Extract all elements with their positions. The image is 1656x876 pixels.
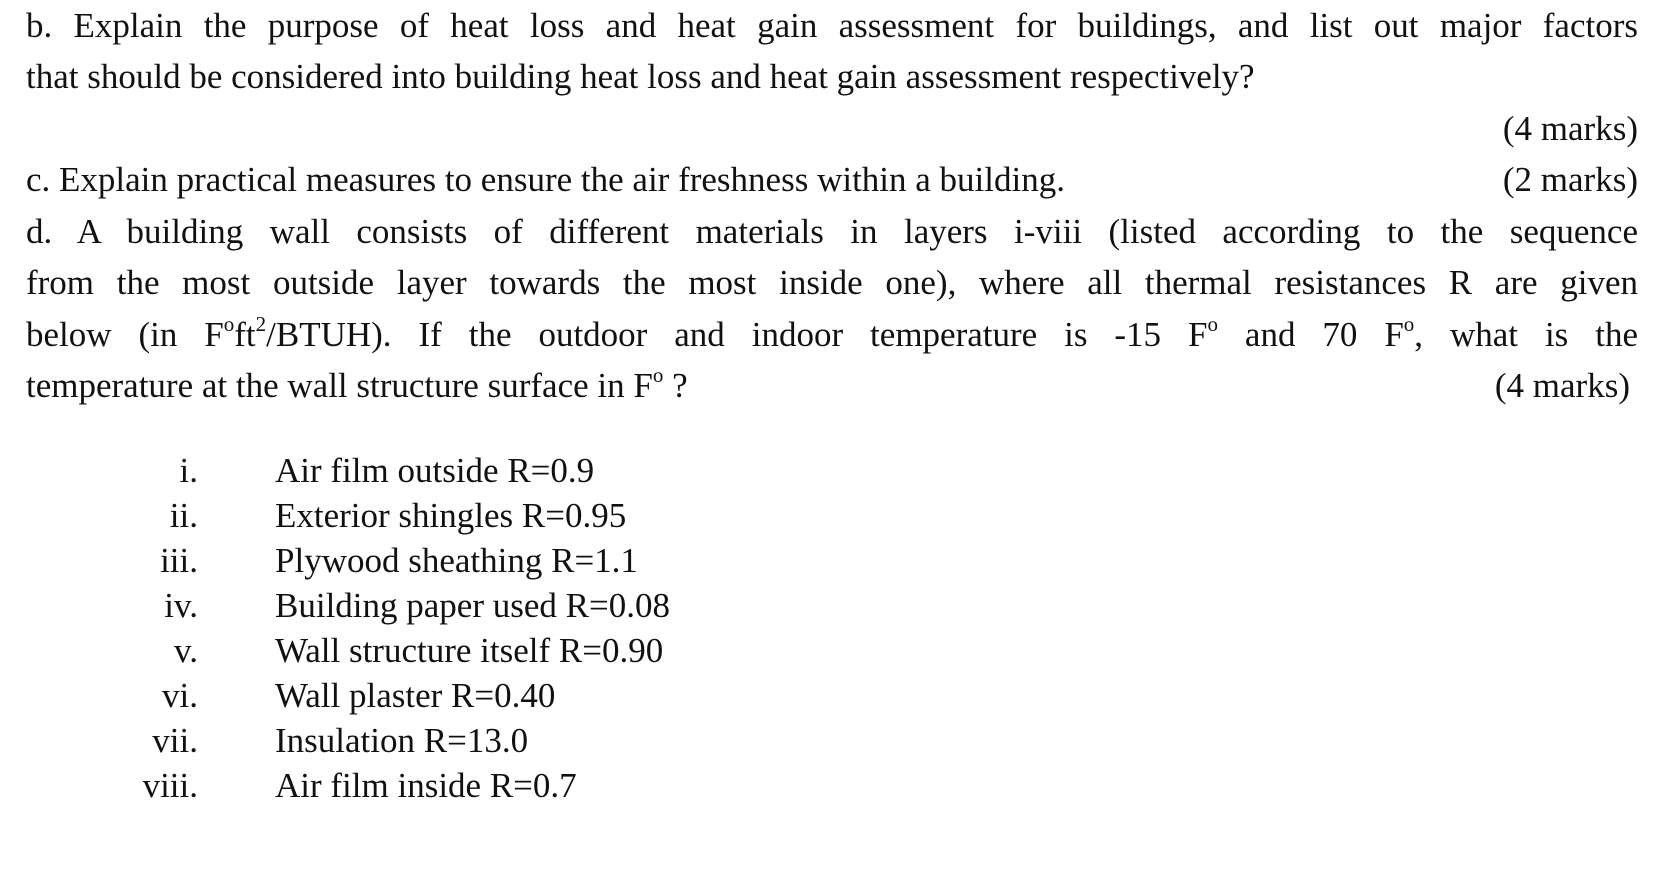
list-item: [26, 448, 926, 494]
list-item-text: Plywood sheathing R=1.1: [275, 541, 638, 580]
list-item-numeral: viii.: [142, 766, 198, 805]
question-b-line-1: b. Explain the purpose of heat loss and heat gain assessment for buildings, and list out major factors: [26, 6, 1638, 45]
question-d-line-2: from the most outside layer towards the most inside one), where all thermal resistances R are given: [26, 263, 1638, 302]
question-d-line-3-part-e: , what is the: [1414, 315, 1639, 354]
list-item-text: Wall plaster R=0.40: [275, 676, 556, 715]
question-d-line-3-part-c: /BTUH). If the outdoor and indoor temperature is -15 F: [266, 315, 1208, 354]
list-item: [26, 673, 926, 719]
question-c-row: [26, 158, 1638, 202]
question-d-line-3-part-b: ft: [234, 315, 256, 354]
squared-superscript: 2: [255, 312, 267, 337]
question-b-marks: (4 marks): [1502, 109, 1638, 148]
list-item: [26, 493, 926, 539]
question-d-line-3-part-a: below (in F: [26, 315, 224, 354]
list-item-text: Air film inside R=0.7: [275, 766, 577, 805]
list-item-numeral: vii.: [152, 721, 198, 760]
list-item: [26, 718, 926, 764]
list-item: [26, 538, 926, 584]
list-item-text: Insulation R=13.0: [275, 721, 529, 760]
degree-superscript: o: [1207, 312, 1218, 337]
list-item-text: Air film outside R=0.9: [275, 451, 595, 490]
list-item-text: Wall structure itself R=0.90: [275, 631, 664, 670]
list-item: [26, 628, 926, 674]
list-item-numeral: ii.: [169, 496, 198, 535]
list-item-numeral: iii.: [160, 541, 198, 580]
list-item-text: Building paper used R=0.08: [275, 586, 670, 625]
question-c-text: c. Explain practical measures to ensure the air freshness within a building.: [26, 160, 1065, 199]
list-item: [26, 763, 926, 809]
question-b-line-2: that should be considered into building heat loss and heat gain assessment respectively?: [26, 57, 1255, 96]
list-item-numeral: iv.: [164, 586, 198, 625]
question-d-line-1: d. A building wall consists of different materials in layers i-viii (listed according to the sequence: [26, 212, 1638, 251]
degree-superscript: o: [1403, 312, 1415, 337]
question-d-line-3-part-d: and 70 F: [1217, 315, 1404, 354]
degree-superscript: o: [223, 312, 235, 337]
question-c-marks: (2 marks): [1502, 160, 1638, 199]
degree-superscript: o: [652, 363, 664, 388]
question-d-line-4: [26, 364, 1638, 408]
question-d-line-3: [26, 313, 1638, 357]
list-item-text: Exterior shingles R=0.95: [275, 496, 627, 535]
list-item-numeral: vi.: [162, 676, 198, 715]
list-item-numeral: v.: [174, 631, 198, 670]
question-d-line-4-part-b: ?: [663, 366, 688, 405]
list-item-numeral: i.: [179, 451, 198, 490]
question-d-marks: (4 marks): [1494, 366, 1630, 405]
question-d-line-4-part-a: temperature at the wall structure surface in F: [26, 366, 653, 405]
list-item: [26, 583, 926, 629]
